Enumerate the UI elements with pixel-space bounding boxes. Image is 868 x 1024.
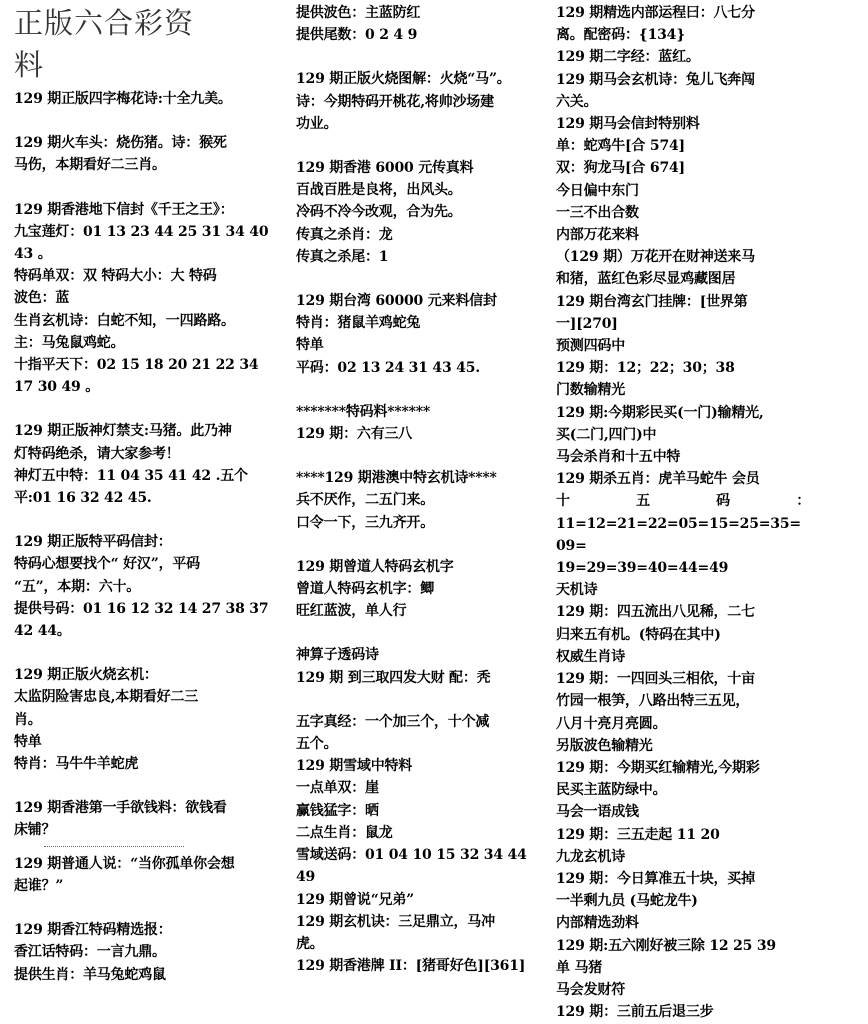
xuanji-line: 兵不厌作，二五门来。 [296, 492, 434, 509]
dixia-line: 主：马兔鼠鸡蛇。 [14, 334, 125, 351]
tianji-line: 129 期：四五流出八见稀，二七 [556, 604, 755, 621]
xiangjiang-line: 提供生肖：羊马兔蛇鸡鼠 [14, 966, 166, 983]
huoshao-line: 特肖：马牛牛羊蛇虎 [14, 756, 139, 773]
shendeng-line: 平:01 16 32 42 45. [14, 490, 152, 507]
zengshuo-line: 虎。 [296, 935, 324, 952]
wanhua-heading: 内部万花来料 [556, 227, 639, 244]
huoshao-tujie-line: 功业。 [296, 115, 338, 132]
dixia-line: 43 。 [14, 246, 52, 263]
shiwuma-char: 五 [636, 493, 650, 510]
xueyu-line: 49 [296, 869, 316, 886]
mahui-heading: 129 期马会玄机诗：兔儿飞奔闯 [556, 71, 755, 88]
yuncheng-line: 离。配密码：{134} [556, 27, 686, 44]
xianggang-line: 冷码不冷今改观，合为先。 [296, 204, 462, 221]
mahui-line: 六关。 [556, 93, 598, 110]
dixia-line: 波色：蓝 [14, 290, 70, 307]
column-middle [296, 2, 550, 977]
dixia-line: 九宝莲灯：01 13 23 44 25 31 34 40 [14, 223, 269, 240]
lingban-line: 129 期：今期买红输精光,今期彩 [556, 759, 760, 776]
taiwan-line: 特单 [296, 337, 324, 354]
column-left [14, 0, 290, 986]
shawu-line: 19=29=39=40=44=49 [556, 560, 729, 577]
tianji-heading: 天机诗 [556, 582, 598, 599]
diyishou-heading: 129 期香港第一手欲钱料：欲钱看 [14, 800, 227, 817]
facaifu-heading: 马会发财符 [556, 981, 625, 998]
menshu-line: 129 期:今期彩民买(一门)输精光, [556, 404, 764, 421]
shiwuma-row [556, 490, 810, 512]
daoren-line: 旺红蓝波，单人行 [296, 603, 407, 620]
xianggang-line: 传真之杀尾：1 [296, 248, 389, 265]
taiwan-line: 特肖：猪鼠羊鸡蛇兔 [296, 315, 421, 332]
shendeng-heading: 129 期正版神灯禁支:马猪。此乃神 [14, 423, 232, 440]
bose-line: 提供波色：主蓝防红 [296, 5, 421, 21]
menshu-heading: 门数输精光 [556, 382, 625, 399]
shendeng-line: 神灯五中特：11 04 35 41 42 .五个 [14, 467, 248, 484]
facaifu-line: 129 期：三前五后退三步 [556, 1004, 714, 1021]
jingxuan-heading: 内部精选劲料 [556, 915, 639, 932]
huoche-line: 129 期火车头：烧伤猪。诗：猴死 [14, 135, 227, 152]
xueyu-heading: 129 期雪域中特料 [296, 758, 413, 775]
quanwei-line: 八月十亮月亮圆。 [556, 715, 667, 732]
xianggangpai-line: 129 期香港牌 II：[猪哥好色][361] [296, 958, 526, 975]
guapai-heading: 129 期台湾玄门挂牌：[世界第 [556, 293, 748, 310]
yiyu-line: 129 期：三五走起 11 20 [556, 826, 720, 843]
dixia-line: 十指平天下：02 15 18 20 21 22 34 [14, 357, 259, 374]
jiulong-heading: 九龙玄机诗 [556, 848, 625, 865]
xinfeng-line: 单：蛇鸡牛[合 574] [556, 138, 685, 155]
lingban-line: 民买主蓝防绿中。 [556, 782, 667, 799]
lingban-heading: 另版波色输精光 [556, 737, 653, 754]
shiwuma-char: 十 [556, 493, 570, 510]
sima-line: 129 期：12；22；30；38 [556, 360, 735, 377]
temaliao-line: 129 期：六有三八 [296, 426, 413, 443]
column-right [556, 2, 810, 1023]
xinfeng-line: 今日偏中东门 [556, 182, 639, 199]
huoshao-line: 特单 [14, 733, 42, 750]
xueyu-line: 一点单双：崖 [296, 780, 379, 797]
huoshao-tujie-line: 诗：今期特码开桃花,将帅沙场建 [296, 93, 494, 110]
tepingma-line: 42 44。 [14, 623, 71, 640]
guapai-line: 一][270] [556, 315, 618, 332]
yuncheng-heading: 129 期精选内部运程曰：八七分 [556, 5, 755, 21]
huoshao-heading: 129 期正版火烧玄机： [14, 667, 158, 684]
putongren-heading: 129 期普通人说：“当你孤单你会想 [14, 855, 235, 872]
zengshuo-line: 129 期玄机诀：三足鼎立，马冲 [296, 913, 495, 930]
xiangjiang-line: 香江话特码：一言九鼎。 [14, 944, 166, 961]
tepingma-line: 提供号码：01 16 12 32 14 27 38 37 [14, 600, 269, 617]
sima-heading: 预测四码中 [556, 338, 625, 355]
page-title-line-2: 料 [14, 48, 45, 82]
xinfeng-line: 一三不出合数 [556, 204, 639, 221]
huoshao-line: 太监阴险害忠良,本期看好二三 [14, 689, 199, 706]
suanzi-line: 129 期 到三取四发大财 配：秃 [296, 669, 491, 686]
xueyu-line: 二点生肖：鼠龙 [296, 824, 393, 841]
erzijing-line: 129 期二字经：蓝红。 [556, 49, 700, 66]
xianggang-heading: 129 期香港 6000 元传真料 [296, 160, 474, 177]
dixia-line: 特码单双：双 特码大小：大 特码 [14, 268, 217, 285]
quanwei-line: 竹园一根笋，八路出特三五见， [556, 693, 750, 710]
xianggang-line: 百战百胜是良将，出风头。 [296, 182, 462, 199]
shendeng-line: 灯特码绝杀，请大家参考！ [14, 445, 180, 462]
taiwan-heading: 129 期台湾 60000 元来料信封 [296, 293, 497, 310]
huoshao-tujie-heading: 129 期正版火烧图解：火烧“马”。 [296, 71, 511, 88]
suanzi-heading: 神算子透码诗 [296, 647, 379, 664]
zhenjing-line: 五个。 [296, 736, 338, 753]
divider-rule [44, 846, 184, 847]
page-title-line-1: 正版六合彩资 [14, 6, 195, 40]
wanhua-line: （129 期）万花开在财神送来马 [556, 249, 755, 266]
taiwan-line: 平码：02 13 24 31 43 45. [296, 359, 480, 376]
huoche-line: 马伤，本期看好二三肖。 [14, 157, 166, 174]
xianggang-line: 传真之杀肖：龙 [296, 226, 393, 243]
jingxuan-line: 单 马猪 [556, 959, 603, 976]
tianji-line: 归来五有机。(特码在其中) [556, 626, 721, 643]
diyishou-line: 床铺？ [14, 822, 56, 839]
daoren-line: 曾道人特码玄机字：鲫 [296, 581, 434, 598]
meihua-poem: 129 期正版四字梅花诗:十全九美。 [14, 91, 232, 107]
menshu-line: 买(二门,四门)中 [556, 426, 657, 443]
zhenjing-line: 五字真经：一个加三个，十个减 [296, 713, 490, 730]
tepingma-line: “五”，本期：六十。 [14, 578, 141, 595]
xiangjiang-heading: 129 期香江特码精选报： [14, 922, 172, 939]
dixia-line: 17 30 49 。 [14, 379, 100, 396]
temaliao-heading: *******特码料****** [296, 403, 430, 420]
jingxuan-line: 129 期:五六刚好被三除 12 25 39 [556, 937, 776, 954]
yiyu-heading: 马会一语成钱 [556, 804, 639, 821]
xuanji-line: 口令一下，三九齐开。 [296, 514, 434, 531]
shiwuma-char: ： [796, 493, 810, 510]
menshu-line: 马会杀肖和十五中特 [556, 449, 681, 466]
xinfeng-line: 双：狗龙马[合 674] [556, 160, 685, 177]
shawu-heading: 129 期杀五肖：虎羊马蛇牛 会员 [556, 471, 760, 488]
shiwuma-char: 码 [716, 493, 730, 510]
weishu-line: 提供尾数：0 2 4 9 [296, 27, 418, 44]
jiulong-line: 一半剩九员 (马蛇龙牛) [556, 893, 698, 910]
jiulong-line: 129 期：今日算准五十块，买掉 [556, 870, 755, 887]
dixia-heading: 129 期香港地下信封《千王之王》： [14, 201, 234, 218]
xinfeng-heading: 129 期马会信封特别料 [556, 116, 700, 133]
wanhua-line: 和猪，蓝红色彩尽显鸡藏图居 [556, 271, 736, 288]
dixia-line: 生肖玄机诗：白蛇不知，一四路路。 [14, 312, 235, 329]
quanwei-line: 129 期：一四回头三相依，十亩 [556, 671, 755, 688]
xueyu-line: 赢钱猛字：晒 [296, 802, 379, 819]
tepingma-line: 特码心想要找个“ 好汉”，平码 [14, 556, 200, 573]
huoshao-line: 肖。 [14, 711, 42, 728]
putongren-line: 起谁？” [14, 877, 64, 894]
quanwei-heading: 权威生肖诗 [556, 648, 625, 665]
zengshuo-heading: 129 期曾说“兄弟” [296, 891, 415, 908]
tepingma-heading: 129 期正版特平码信封： [14, 534, 172, 551]
shawu-line: 11=12=21=22=05=15=25=35=09= [556, 515, 801, 554]
xuanji-heading: ****129 期港澳中特玄机诗**** [296, 470, 497, 487]
xueyu-line: 雪域送码：01 04 10 15 32 34 44 [296, 847, 527, 864]
daoren-heading: 129 期曾道人特码玄机字 [296, 558, 454, 575]
